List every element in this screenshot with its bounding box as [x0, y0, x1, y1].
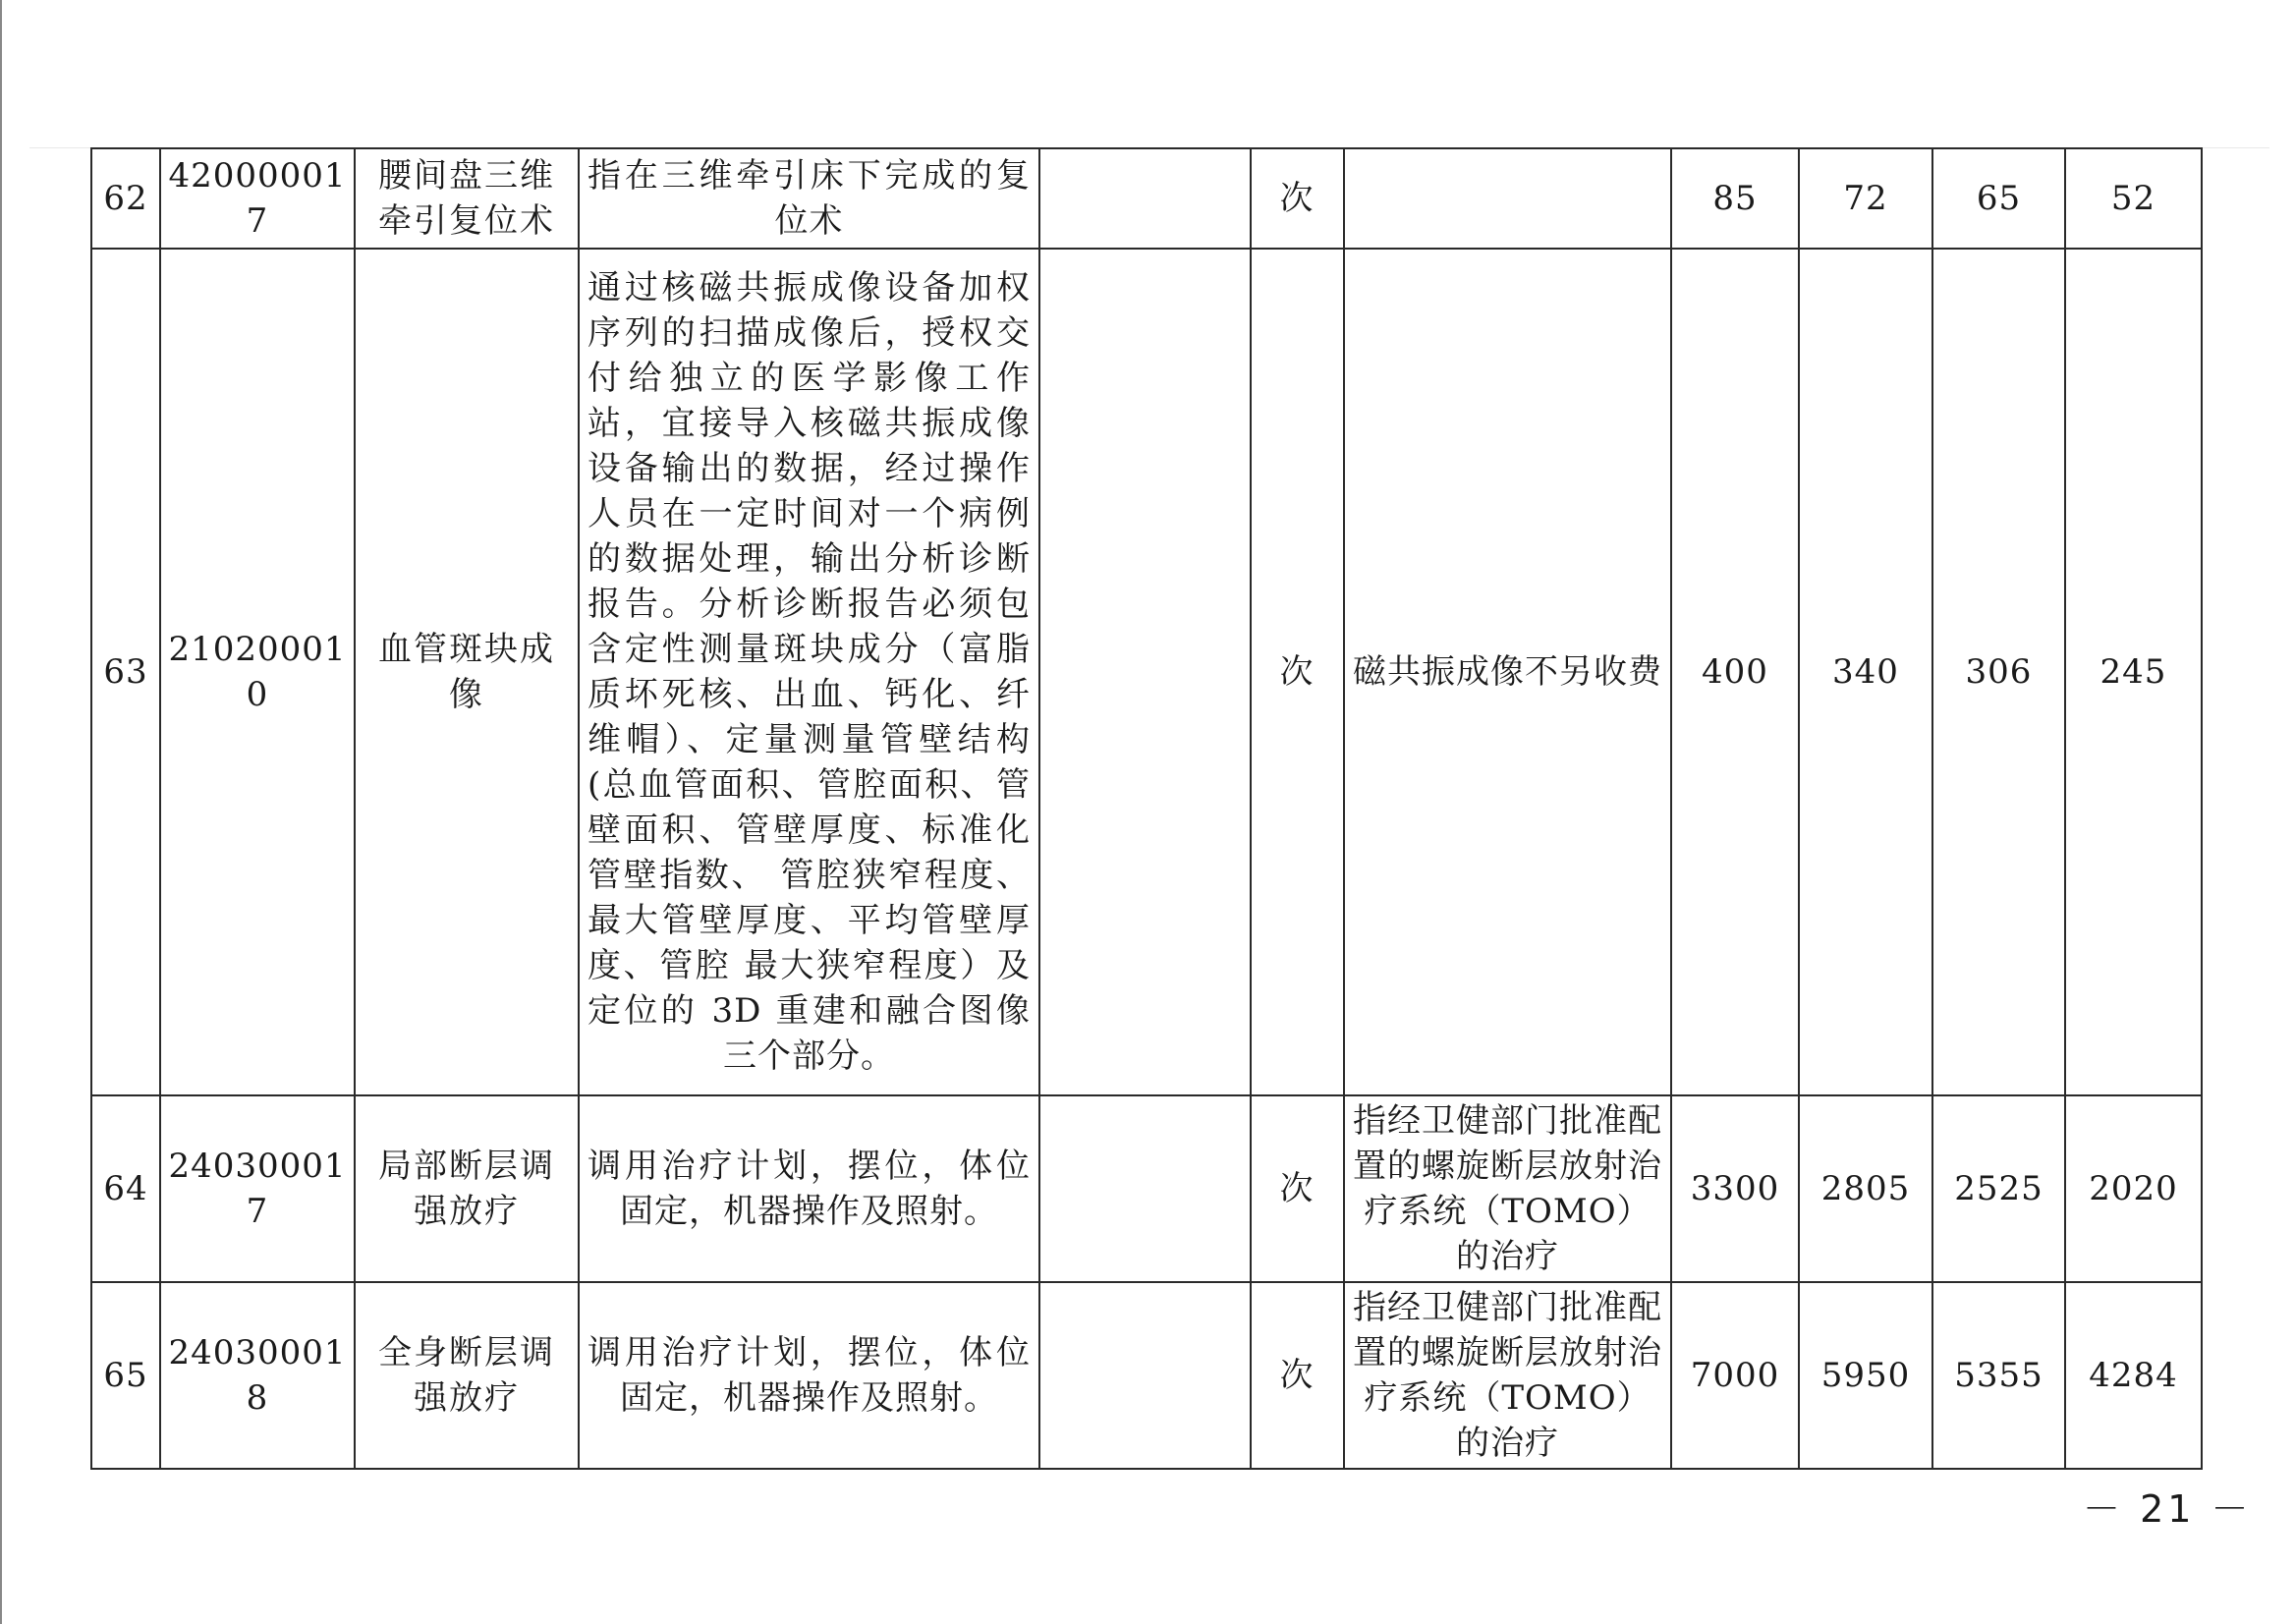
- unit-cell: 次: [1251, 1095, 1344, 1282]
- price1-cell: 85: [1671, 148, 1799, 249]
- item-name-cell: 血管斑块成像: [355, 249, 579, 1095]
- price4-cell: 245: [2065, 249, 2202, 1095]
- code-cell: 240300017: [160, 1095, 355, 1282]
- price3-cell: 2525: [1932, 1095, 2065, 1282]
- price2-cell: 340: [1799, 249, 1932, 1095]
- note-cell: 磁共振成像不另收费: [1344, 249, 1671, 1095]
- seq-cell: 63: [91, 249, 160, 1095]
- item-name-cell: 局部断层调强放疗: [355, 1095, 579, 1282]
- price4-cell: 4284: [2065, 1282, 2202, 1469]
- content-cell: 通过核磁共振成像设备加权序列的扫描成像后，授权交付给独立的医学影像工作站，宜接导入核磁共振成像设备输出的数据，经过操作人员在一定时间对一个病例的数据处理，输出分析诊断报告。分析诊断报告必须包含定性测量斑块成分（富脂质坏死核、出血、钙化、纤维帽）、定量测量管壁结构(总血管面积、管腔面积、管壁面积、管壁厚度、标准化管壁指数、 管腔狭窄程度、最大管壁厚度、平均管壁厚度、管腔 最大狭窄程度）及定位的 3D 重建和融合图像三个部分。: [579, 249, 1039, 1095]
- scan-edge-shadow: [0, 0, 2, 1624]
- seq-cell: 64: [91, 1095, 160, 1282]
- code-cell: 240300018: [160, 1282, 355, 1469]
- content-cell: 调用治疗计划，摆位，体位固定，机器操作及照射。: [579, 1095, 1039, 1282]
- unit-cell: 次: [1251, 148, 1344, 249]
- unit-cell: 次: [1251, 249, 1344, 1095]
- price3-cell: 306: [1932, 249, 2065, 1095]
- note-cell: [1344, 148, 1671, 249]
- price4-cell: 2020: [2065, 1095, 2202, 1282]
- price2-cell: 72: [1799, 148, 1932, 249]
- seq-cell: 65: [91, 1282, 160, 1469]
- excluded-cell: [1039, 1095, 1251, 1282]
- code-cell: 210200010: [160, 249, 355, 1095]
- price4-cell: 52: [2065, 148, 2202, 249]
- seq-cell: 62: [91, 148, 160, 249]
- medical-fee-table: [90, 147, 2203, 1470]
- price1-cell: 400: [1671, 249, 1799, 1095]
- unit-cell: 次: [1251, 1282, 1344, 1469]
- table-row: [91, 1282, 2202, 1469]
- note-cell: 指经卫健部门批准配置的螺旋断层放射治疗系统（TOMO）的治疗: [1344, 1282, 1671, 1469]
- price3-cell: 65: [1932, 148, 2065, 249]
- table-row: [91, 249, 2202, 1095]
- code-cell: 420000017: [160, 148, 355, 249]
- item-name-cell: 全身断层调强放疗: [355, 1282, 579, 1469]
- page-number: － 21 －: [2083, 1487, 2253, 1531]
- content-cell: 指在三维牵引床下完成的复位术: [579, 148, 1039, 249]
- price2-cell: 2805: [1799, 1095, 1932, 1282]
- price1-cell: 3300: [1671, 1095, 1799, 1282]
- table-row: [91, 148, 2202, 249]
- price1-cell: 7000: [1671, 1282, 1799, 1469]
- excluded-cell: [1039, 1282, 1251, 1469]
- note-cell: 指经卫健部门批准配置的螺旋断层放射治疗系统（TOMO）的治疗: [1344, 1095, 1671, 1282]
- price2-cell: 5950: [1799, 1282, 1932, 1469]
- item-name-cell: 腰间盘三维牵引复位术: [355, 148, 579, 249]
- price3-cell: 5355: [1932, 1282, 2065, 1469]
- excluded-cell: [1039, 249, 1251, 1095]
- table-row: [91, 1095, 2202, 1282]
- excluded-cell: [1039, 148, 1251, 249]
- content-cell: 调用治疗计划，摆位，体位固定，机器操作及照射。: [579, 1282, 1039, 1469]
